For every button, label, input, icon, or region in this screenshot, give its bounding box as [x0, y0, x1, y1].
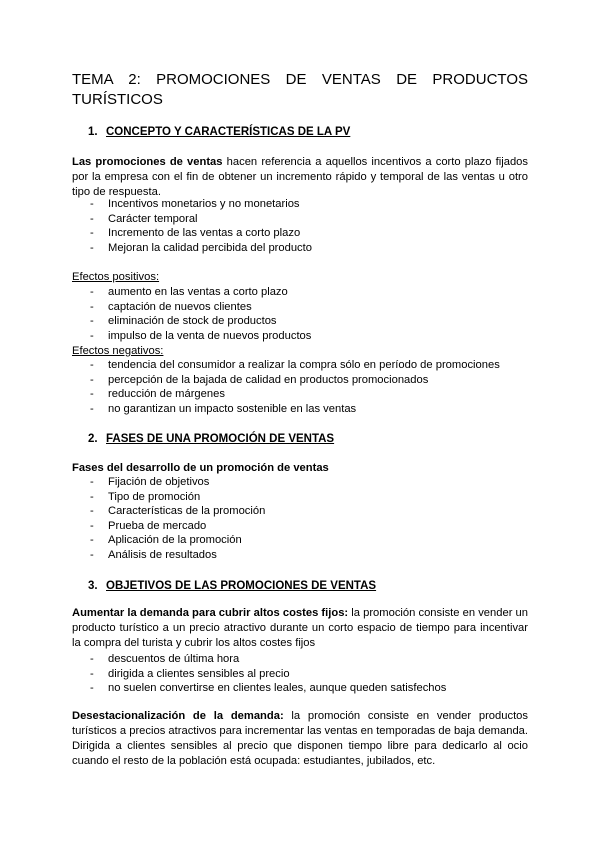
list-item: - no suelen convertirse en clientes leales, aunque queden satisfechos	[90, 681, 446, 696]
objective-1-text: la promoción consiste en vender un producto turístico a un precio atractivo durante un corto espacio de tiempo para incentivar la compra del turista y cubrir los altos costes fijos	[72, 607, 528, 649]
list-item: - Tipo de promoción	[90, 490, 265, 505]
phases-subheading: Fases del desarrollo de un promoción de ventas	[72, 462, 329, 474]
list-item: - Aplicación de la promoción	[90, 533, 265, 548]
list-item: - Carácter temporal	[90, 212, 312, 227]
objective-2-text: la promoción consiste en vender productos turísticos a precios atractivos para incrementar las ventas en temporadas de baja demanda. Dirigida a clientes sensibles al precio que disponen tiempo libre para dedicarlo al ocio cuando el resto de la población está ocupada: estudiantes, jubilados, etc.	[72, 710, 528, 767]
characteristics-list	[90, 197, 312, 255]
list-item: - dirigida a clientes sensibles al precio	[90, 667, 446, 682]
section-title: FASES DE UNA PROMOCIÓN DE VENTAS	[106, 433, 335, 445]
list-item: - Incentivos monetarios y no monetarios	[90, 197, 312, 212]
page-title: TEMA 2: PROMOCIONES DE VENTAS DE PRODUCTOS TURÍSTICOS	[72, 71, 528, 108]
objective-1-term: Aumentar la demanda para cubrir altos costes fijos:	[72, 607, 349, 619]
section-2-heading	[88, 432, 334, 446]
section-3-heading	[88, 579, 376, 593]
list-item: - no garantizan un impacto sostenible en las ventas	[90, 402, 500, 417]
list-item: - captación de nuevos clientes	[90, 300, 311, 315]
list-item: - Incremento de las ventas a corto plazo	[90, 226, 312, 241]
list-item: - aumento en las ventas a corto plazo	[90, 285, 311, 300]
list-item: - Análisis de resultados	[90, 548, 265, 563]
list-item: - eliminación de stock de productos	[90, 314, 311, 329]
list-item: - impulso de la venta de nuevos productos	[90, 329, 311, 344]
section-1-heading	[88, 125, 350, 139]
phases-list	[90, 475, 265, 563]
list-item: - descuentos de última hora	[90, 652, 446, 667]
section-title: CONCEPTO Y CARACTERÍSTICAS DE LA PV	[106, 126, 351, 138]
negative-effects-list	[90, 358, 500, 416]
negative-effects-label: Efectos negativos:	[72, 345, 164, 357]
list-item: - Fijación de objetivos	[90, 475, 265, 490]
intro-text: hacen referencia a aquellos incentivos a corto plazo fijados por la empresa con el fin de obtener un incremento rápido y temporal de las ventas u otro tipo de respuesta.	[72, 156, 528, 198]
positive-effects-label: Efectos positivos:	[72, 271, 160, 283]
section-title: OBJETIVOS DE LAS PROMOCIONES DE VENTAS	[106, 580, 377, 592]
objective-2-term: Desestacionalización de la demanda:	[72, 710, 284, 722]
section-number: 3.	[88, 580, 98, 592]
objective-2-paragraph	[72, 709, 528, 769]
section-number: 1.	[88, 126, 98, 138]
list-item: - tendencia del consumidor a realizar la compra sólo en período de promociones	[90, 358, 500, 373]
objective-1-paragraph	[72, 606, 528, 651]
list-item: - Mejoran la calidad percibida del producto	[90, 241, 312, 256]
section-1-intro	[72, 155, 528, 200]
objective-1-list	[90, 652, 446, 696]
list-item: - reducción de márgenes	[90, 387, 500, 402]
positive-effects-list	[90, 285, 311, 343]
list-item: - Características de la promoción	[90, 504, 265, 519]
list-item: - Prueba de mercado	[90, 519, 265, 534]
section-number: 2.	[88, 433, 98, 445]
list-item: - percepción de la bajada de calidad en productos promocionados	[90, 373, 500, 388]
intro-term: Las promociones de ventas	[72, 156, 223, 168]
